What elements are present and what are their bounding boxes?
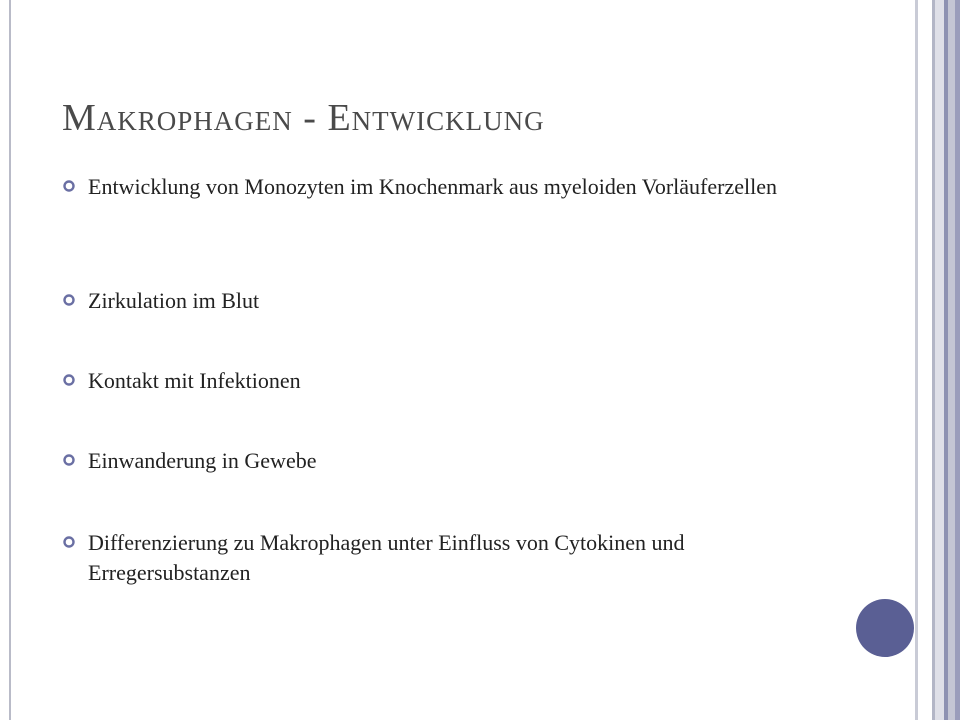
bullet-item: [62, 286, 782, 316]
ring-bullet-icon: [62, 535, 76, 549]
decorative-bar: [948, 0, 955, 720]
ring-bullet-icon: [62, 179, 76, 193]
right-decorative-bars: [915, 0, 960, 720]
ring-bullet-icon: [62, 293, 76, 307]
bullet-item: [62, 172, 782, 202]
decorative-circle: [856, 599, 914, 657]
decorative-bar: [918, 0, 932, 720]
bullet-text: Zirkulation im Blut: [88, 288, 260, 313]
bullet-item: [62, 528, 782, 588]
bullet-text: Differenzierung zu Makrophagen unter Einfluss von Cytokinen und Erregersubstanzen: [88, 530, 685, 585]
left-border-line: [9, 0, 11, 720]
ring-bullet-icon: [62, 373, 76, 387]
bullet-text: Kontakt mit Infektionen: [88, 368, 301, 393]
bullet-text: Einwanderung in Gewebe: [88, 448, 317, 473]
bullet-text: Entwicklung von Monozyten im Knochenmark aus myeloiden Vorläuferzellen: [88, 174, 777, 199]
decorative-bar: [935, 0, 944, 720]
decorative-bar: [955, 0, 960, 720]
ring-bullet-icon: [62, 453, 76, 467]
bullet-item: [62, 366, 782, 396]
bullet-item: [62, 446, 782, 476]
slide-title: Makrophagen - Entwicklung: [62, 97, 545, 139]
